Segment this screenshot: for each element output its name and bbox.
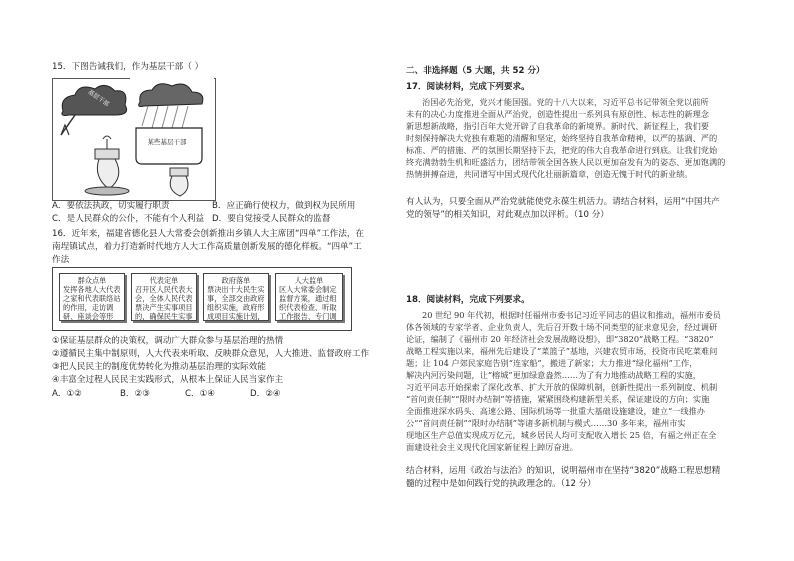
q16-stem-line2: 南埕镇试点，着力打造新时代地方人大工作高质量创新发展的德化样板。“四单”工 — [52, 242, 362, 252]
q16-option-b: B．②③ — [120, 389, 150, 399]
q15-option-c: C．是人民群众的公仆，不能有个人利益 — [52, 214, 205, 224]
q18-material-line: 战略工程实施以来，福州先后建设了“菜篮子”基地，兴建农贸市场，投资市民吃菜难问 — [406, 346, 718, 356]
table-cell-2 — [131, 273, 197, 321]
cell-body: 召开区人民代表大会，全体人民代表票决产生实事项目的，确保民生实事 — [135, 285, 193, 321]
q15-option-a: A．要依法执政，切实履行职责 — [52, 201, 170, 211]
q18-question-line2: 髓的过程中是如何践行党的执政理念的。（12 分） — [406, 479, 596, 489]
q16-stem-line3: 作法 — [52, 255, 70, 265]
q18-material-line: 面建设社会主义现代化国家新征程上踔厉奋进。 — [406, 442, 578, 452]
cell-title: 人大监单 — [294, 276, 324, 285]
q15-cartoon-right — [130, 78, 214, 199]
q16-statement-4: ④丰富全过程人民民主实践形式，从根本上保证人民当家作主 — [52, 375, 284, 385]
q17-material-line: 热情拼搏奋进，共同谱写中国式现代化壮丽新篇章，创造无愧于时代的新业绩。 — [406, 169, 693, 179]
cell-body: 发挥各地人大代表之家和代表联络站的作用，走访调研、座谈会等形 — [63, 285, 121, 321]
q18-material-line: 题；让 104 户郊民家庭告别“连家船”，搬进了新家；大力推进“绿化福州”工作， — [406, 358, 698, 368]
q16-option-a: A．①② — [52, 389, 82, 399]
q16-statement-1: ①保证基层群众的决策权，调动广大群众参与基层治理的热情 — [52, 336, 284, 346]
cartoon-cloud-text: 基层干部 — [86, 88, 111, 109]
cell-title: 政府落单 — [221, 276, 251, 285]
q17-material-line: 未有的决心力度推进全面从严治党，创造性提出一系列具有原创性、标志性的新理念 — [406, 109, 709, 119]
cell-title: 群众点单 — [77, 276, 107, 285]
cartoon-umbrella-label: 某些基层干部 — [147, 138, 187, 146]
q15-option-b: B．应正确行使权力，做到权为民所用 — [212, 201, 356, 211]
cell-body: 票决出十大民生实事，全部交由政府组织实施，政府形成项目实施计划， — [207, 285, 265, 321]
q18-material-line: 现地区生产总值实现成万亿元，城乡居民人均可支配收入增长 25 倍，有福之州正在全 — [406, 430, 717, 440]
q16-statement-3: ③把人民民主的制度优势转化为推动基层治理的实际效能 — [52, 362, 266, 372]
q16-four-list-table — [52, 267, 352, 331]
q16-statement-2: ②遵循民主集中制原则，人大代表来听取、反映群众意见，人大推进、监督政府工作 — [52, 349, 370, 359]
q18-material — [406, 309, 748, 453]
q17-material-line: 时刻保持解决大党独有难题的清醒和坚定，始终坚持自我革命精神，以严的基调、严的 — [406, 133, 718, 143]
q17-title: 17．阅读材料，完成下列要求。 — [406, 82, 530, 92]
q17-material-line: 标准、严的措施、严的氛围长期坚持下去，把党的伟大自我革命进行到底。让我们党始 — [406, 145, 718, 155]
q18-material-line: 20 世纪 90 年代初，根据时任福州市委书记习近平同志的倡议和推动，福州市委员 — [422, 310, 721, 320]
q17-material-line: 治国必先治党，党兴才能国强。党的十八大以来，习近平总书记带领全党以前所 — [422, 97, 709, 107]
q15-option-d: D．要自觉接受人民群众的监督 — [212, 214, 331, 224]
q16-option-c: C．①④ — [185, 389, 216, 399]
q17-material-line: 新思想新战略，指引百年大党开辟了自我革命的新境界。新时代、新征程上，我们要 — [406, 121, 709, 131]
q18-material-line: 体各领域的专家学者、企业负责人，先后召开数十场不同类型的征求意见会，经过调研 — [406, 322, 718, 332]
q18-material-line: 论证，编制了《福州市 20 年经济社会发展战略设想》，即“3820”战略工程。“3820” — [406, 334, 714, 344]
q16-stem-line1: 16．近年来，福建省德化县人大常委会创新推出乡镇人大主席团“四单”工作法，在 — [52, 229, 365, 239]
q15-stem: 15．下图告诫我们，作为基层干部（ ） — [52, 62, 204, 72]
cell-title: 代表定单 — [149, 276, 179, 285]
q18-title: 18．阅读材料，完成下列要求。 — [406, 295, 530, 305]
q17-question-line1: 有人认为，只要全面从严治党就能使党永葆生机活力。请结合材料，运用“中国共产 — [406, 197, 720, 207]
q18-question-line1: 结合材料，运用《政治与法治》的知识，说明福州市在坚持“3820”战略工程思想精 — [406, 466, 721, 476]
cell-body: 区人大常委会制定监督方案，通过组织代表检查、听取工作报告、专门调 — [279, 285, 337, 321]
section-title: 二、非选择题（5 大题，共 52 分） — [406, 66, 545, 76]
q17-question-line2: 党的领导”的相关知识，对此观点加以评析。（10 分） — [406, 210, 609, 220]
table-cell-1 — [59, 273, 125, 321]
q17-material-line: 终充满勃勃生机和旺盛活力，团结带领全国各族人民以更加奋发有为的姿态、更加饱满的 — [406, 157, 726, 167]
q18-material-line: “首问责任制”“限时办结制”等措施，紧紧围绕构建新型关系，保证建设的方向；实施 — [406, 394, 710, 404]
q16-option-d: D．②④ — [250, 389, 281, 399]
q17-material — [406, 96, 748, 180]
q18-material-line: 公”“首问责任制”“限时办结制”等诸多新机制与模式……30 多年来，福州市实 — [406, 418, 686, 428]
table-cell-3 — [203, 273, 269, 321]
q18-material-line: 习近平同志开始探索了深化改革、扩大开放的保障机制，创新性提出一系列制度、机制 — [406, 382, 718, 392]
q18-material-line: 解决内河污染问题，让“榕城”更加绿意盎然……为了有力地推动战略工程的实施， — [406, 370, 701, 380]
q18-material-line: 全面推进深水码头、高速公路、国际机场等一批重大基础设施建设，建立“一线推办 — [406, 406, 705, 416]
table-cell-4 — [275, 273, 343, 321]
